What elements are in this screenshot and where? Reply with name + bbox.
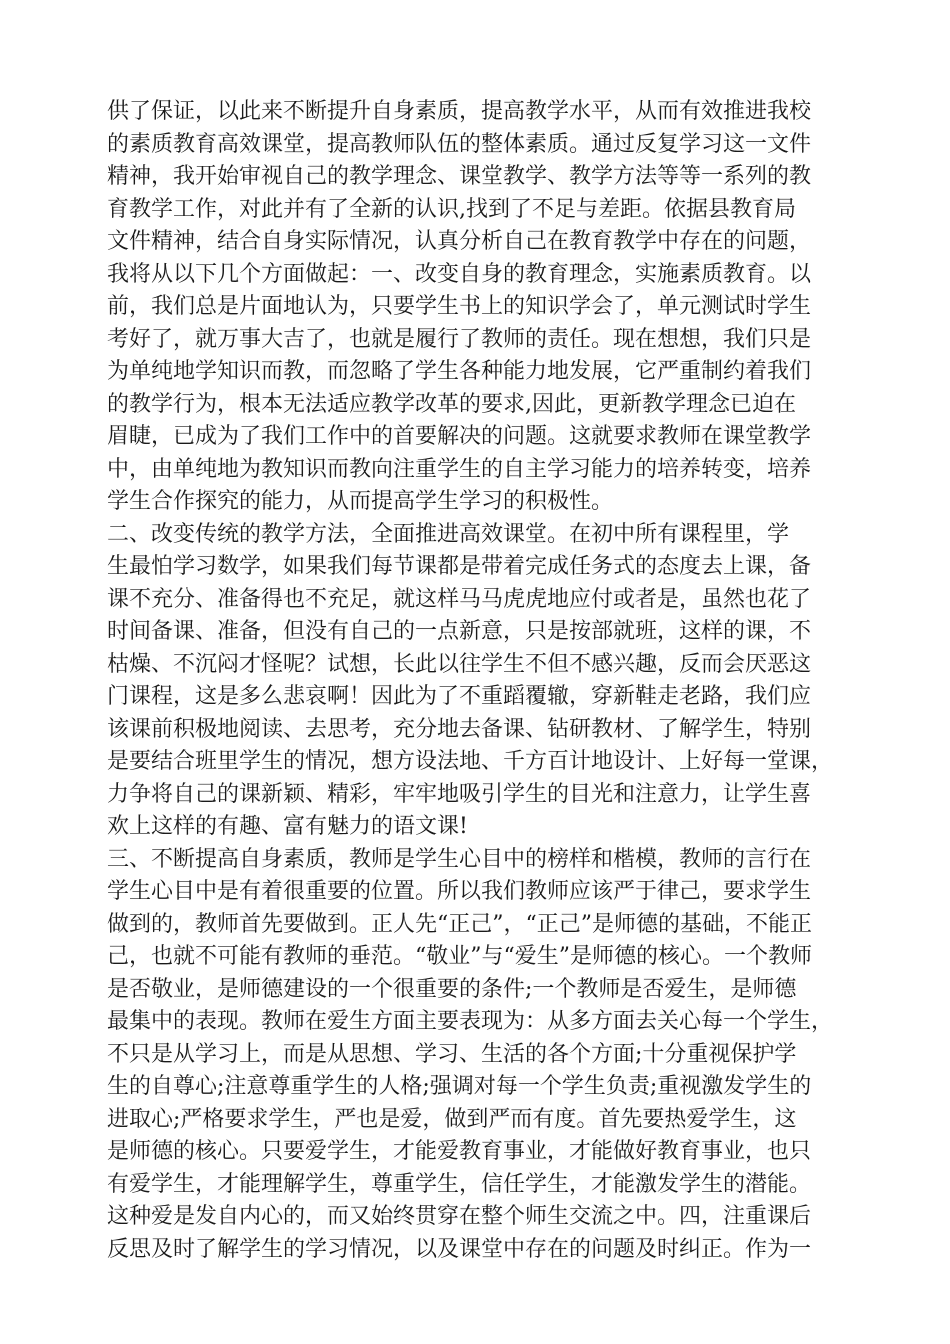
text-line: 不只是从学习上，而是从思想、学习、生活的各个方面;十分重视保护学 [107,1041,797,1067]
text-line: 是要结合班里学生的情况，想方设法地、千方百计地设计、上好每一堂课， [107,749,834,774]
text-line: 生的自尊心;注意尊重学生的人格;强调对每一个学生负责;重视激发学生的 [107,1074,812,1099]
document-body [107,96,867,1266]
text-line: 有爱学生，才能理解学生，尊重学生，信任学生，才能激发学生的潜能。 [107,1171,812,1197]
text-line: 门课程，这是多么悲哀啊！因此为了不重蹈覆辙，穿新鞋走老路，我们应 [107,684,812,709]
text-line: 该课前积极地阅读、去思考，充分地去备课、钻研教材、了解学生，特别 [107,716,812,742]
text-line: 的素质教育高效课堂，提高教师队伍的整体素质。通过反复学习这一文件 [107,131,812,157]
text-line: 枯燥、不沉闷才怪呢？试想，长此以往学生不但不感兴趣，反而会厌恶这 [107,651,812,677]
text-line: 是否敬业，是师德建设的一个很重要的条件;一个教师是否爱生，是师德 [107,976,797,1002]
text-line: 最集中的表现。教师在爱生方面主要表现为：从多方面去关心每一个学生， [107,1009,834,1034]
text-line: 二、改变传统的教学方法，全面推进高效课堂。在初中所有课程里，学 [107,521,790,547]
text-line: 力争将自己的课新颖、精彩，牢牢地吸引学生的目光和注意力，让学生喜 [107,781,812,807]
text-line: 文件精神，结合自身实际情况，认真分析自己在教育教学中存在的问题， [107,229,812,254]
text-line: 欢上这样的有趣、富有魅力的语文课! [107,814,468,839]
text-line: 为单纯地学知识而教，而忽略了学生各种能力地发展，它严重制约着我们 [107,359,812,384]
text-line: 精神，我开始审视自己的教学理念、课堂教学、教学方法等等一系列的教 [107,164,812,189]
text-line: 做到的，教师首先要做到。正人先“正己”，“正己”是师德的基础，不能正 [107,911,812,937]
text-line: 反思及时了解学生的学习情况，以及课堂中存在的问题及时纠正。作为一 [107,1236,812,1262]
text-line: 己，也就不可能有教师的垂范。“敬业”与“爱生”是师德的核心。一个教师 [107,944,812,969]
text-line: 供了保证，以此来不断提升自身素质，提高教学水平，从而有效推进我校 [107,99,812,124]
text-line: 生最怕学习数学，如果我们每节课都是带着完成任务式的态度去上课，备 [107,554,812,579]
text-line: 中，由单纯地为教知识而教向注重学生的自主学习能力的培养转变，培养 [107,456,812,482]
text-line: 课不充分、准备得也不充足，就这样马马虎虎地应付或者是，虽然也花了 [107,586,812,612]
text-line: 前，我们总是片面地认为，只要学生书上的知识学会了，单元测试时学生 [107,294,812,319]
text-line: 的教学行为，根本无法适应教学改革的要求,因此，更新教学理念已迫在 [107,391,796,417]
text-line: 时间备课、准备，但没有自己的一点新意，只是按部就班，这样的课，不 [107,619,812,644]
text-line: 考好了，就万事大吉了，也就是履行了教师的责任。现在想想，我们只是 [107,326,812,352]
text-line: 这种爱是发自内心的，而又始终贯穿在整个师生交流之中。四，注重课后 [107,1204,812,1229]
text-line: 学生心目中是有着很重要的位置。所以我们教师应该严于律己，要求学生 [107,879,812,904]
text-line: 眉睫，已成为了我们工作中的首要解决的问题。这就要求教师在课堂教学 [107,424,812,449]
text-line: 学生合作探究的能力，从而提高学生学习的积极性。 [107,489,614,514]
text-line: 是师德的核心。只要爱学生，才能爱教育事业，才能做好教育事业，也只 [107,1139,812,1164]
text-line: 我将从以下几个方面做起：一、改变自身的教育理念，实施素质教育。以 [107,261,812,287]
text-line: 进取心;严格要求学生，严也是爱，做到严而有度。首先要热爱学生，这 [107,1106,797,1132]
text-line: 育教学工作，对此并有了全新的认识,找到了不足与差距。依据县教育局 [107,196,796,222]
text-line: 三、不断提高自身素质，教师是学生心目中的榜样和楷模，教师的言行在 [107,846,812,872]
